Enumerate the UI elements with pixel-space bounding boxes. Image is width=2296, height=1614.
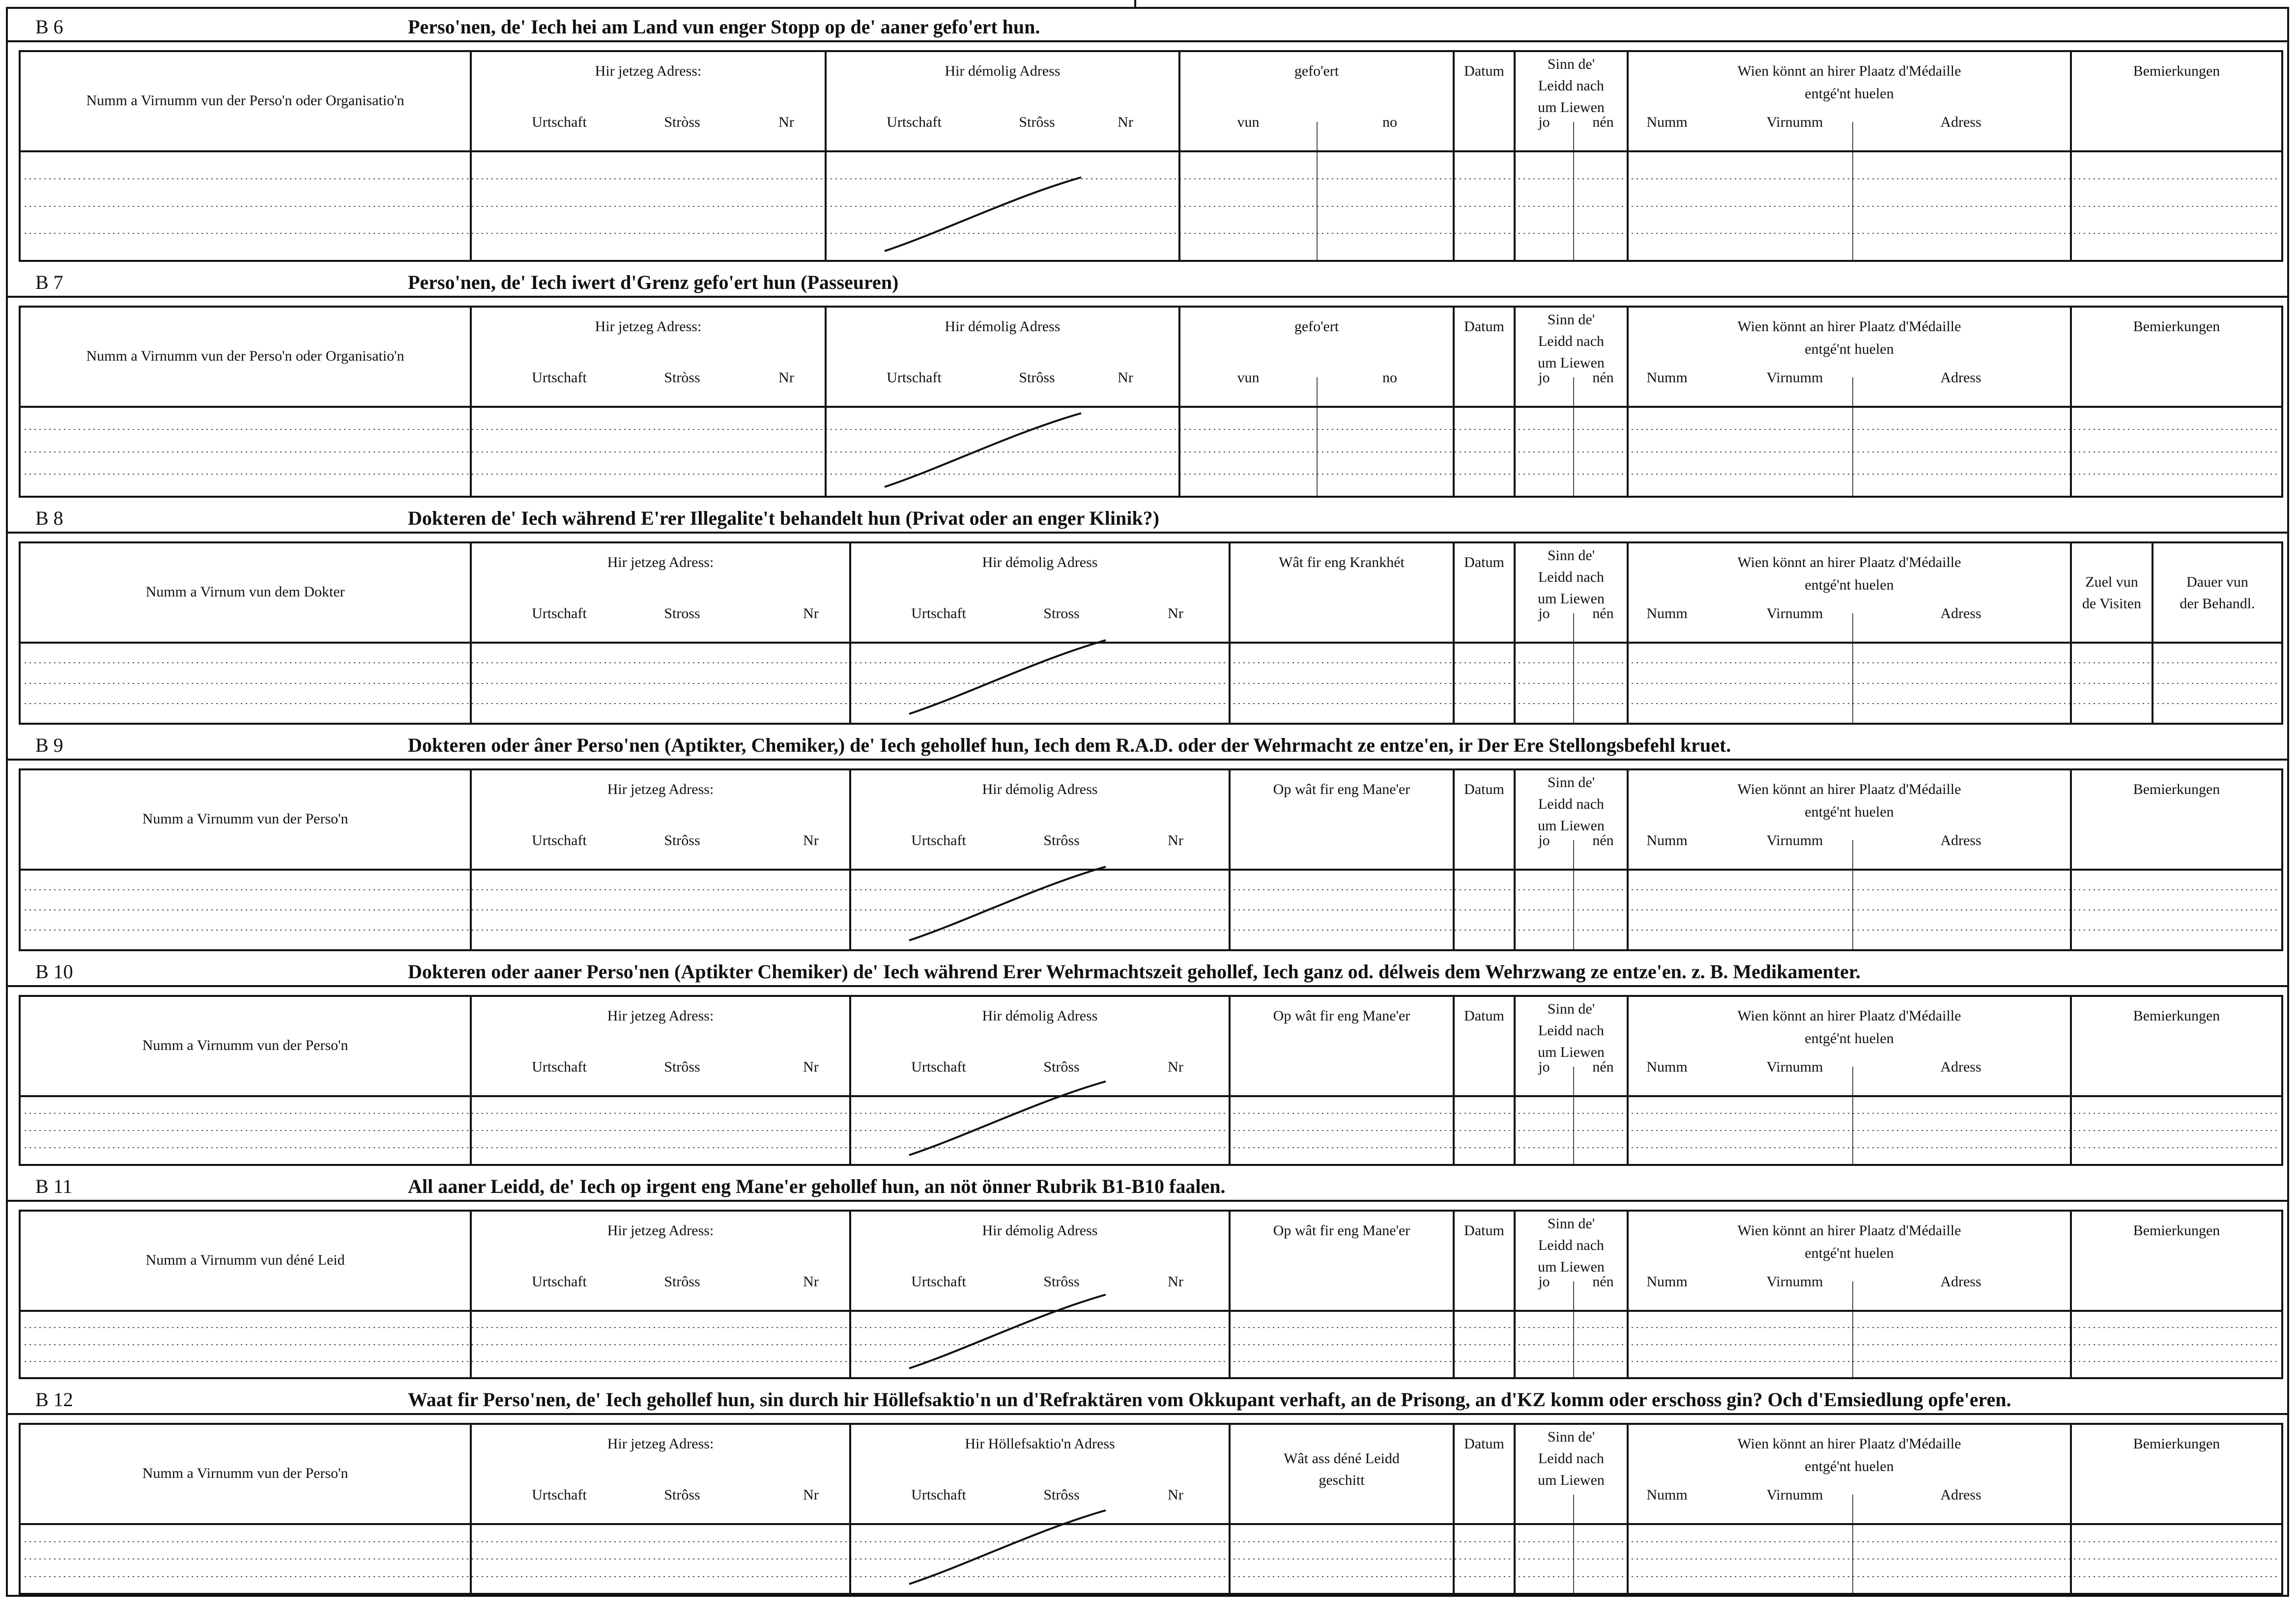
stross-label: Strôss xyxy=(664,1059,700,1075)
duration-header: der Behandl. xyxy=(2180,595,2255,612)
nr-label: Nr xyxy=(1118,114,1133,130)
remarks-header: Bemierkungen xyxy=(2133,781,2220,797)
virnumm-label: Virnumm xyxy=(1766,605,1823,622)
no-label: nén xyxy=(1592,1059,1614,1075)
nr-label: Nr xyxy=(778,114,794,130)
adress-label: Adress xyxy=(1940,114,1981,130)
virnumm-label: Virnumm xyxy=(1766,369,1823,386)
no-label: nén xyxy=(1592,114,1614,130)
stross-label: Stross xyxy=(664,605,700,622)
medal-header: Wien könnt an hirer Plaatz d'Médaille xyxy=(1737,1436,1961,1452)
section-id: B 11 xyxy=(35,1175,73,1197)
alive-header: Leidd nach xyxy=(1538,569,1605,585)
urtschaft-label: Urtschaft xyxy=(887,369,942,386)
name-column-header: Numm a Virnumm vun déné Leid xyxy=(145,1252,345,1268)
manner-header: Op wât fir eng Mane'er xyxy=(1273,1222,1410,1239)
nr-label: Nr xyxy=(1168,1487,1183,1503)
former-address-header: Hir démolig Adress xyxy=(982,1008,1098,1024)
numm-label: Numm xyxy=(1646,605,1688,622)
current-address-header: Hir jetzeg Adress: xyxy=(607,781,714,797)
medal-header: entgé'nt huelen xyxy=(1805,577,1894,593)
yes-label: jo xyxy=(1538,605,1550,622)
from-label: vun xyxy=(1237,369,1260,386)
section-title: Dokteren oder aaner Perso'nen (Aptikter Chemiker) de' Iech während Erer Wehrmachtszeit gehollef, Iech ganz od. délweis dem Wehrzwang ze entze'en. z. B. Medikamenter. xyxy=(408,961,1861,983)
current-address-header: Hir jetzeg Adress: xyxy=(607,554,714,570)
manner-header: Op wât fir eng Mane'er xyxy=(1273,781,1410,797)
remarks-header: Bemierkungen xyxy=(2133,1008,2220,1024)
urtschaft-label: Urtschaft xyxy=(911,1274,966,1290)
medal-header: entgé'nt huelen xyxy=(1805,85,1894,102)
remarks-header: Bemierkungen xyxy=(2133,318,2220,335)
section-id: B 8 xyxy=(35,507,63,529)
alive-header: Sinn de' xyxy=(1547,311,1595,328)
urtschaft-label: Urtschaft xyxy=(887,114,942,130)
date-header: Datum xyxy=(1464,318,1504,335)
current-address-header: Hir jetzeg Adress: xyxy=(607,1436,714,1452)
former-address-header: Hir démolig Adress xyxy=(945,318,1061,335)
name-column-header: Numm a Virnumm vun der Perso'n oder Organisatio'n xyxy=(86,92,404,109)
section-title: Perso'nen, de' Iech hei am Land vun enger Stopp op de' aaner gefo'ert hun. xyxy=(408,16,1040,38)
stross-label: Strôss xyxy=(664,1487,700,1503)
visits-header: de Visiten xyxy=(2082,595,2142,612)
medal-header: entgé'nt huelen xyxy=(1805,1245,1894,1261)
stross-label: Strôss xyxy=(1043,1487,1080,1503)
stross-label: Strôss xyxy=(1043,1274,1080,1290)
former-address-header: Hir démolig Adress xyxy=(982,781,1098,797)
numm-label: Numm xyxy=(1646,832,1688,849)
section-title: Dokteren oder âner Perso'nen (Aptikter, Chemiker,) de' Iech gehollef hun, Iech dem R.A.D. oder der Wehrmacht ze entze'en, ir Der Ere Stellongsbefehl kruet. xyxy=(408,734,1731,756)
duration-header: Dauer vun xyxy=(2186,574,2248,590)
adress-label: Adress xyxy=(1940,1059,1981,1075)
adress-label: Adress xyxy=(1940,369,1981,386)
alive-header: Sinn de' xyxy=(1547,1001,1595,1017)
alive-header: Leidd nach xyxy=(1538,1022,1605,1039)
alive-header: Leidd nach xyxy=(1538,1450,1605,1467)
medal-header: Wien könnt an hirer Plaatz d'Médaille xyxy=(1737,318,1961,335)
remarks-header: Bemierkungen xyxy=(2133,63,2220,79)
alive-header: Leidd nach xyxy=(1538,796,1605,812)
yes-label: jo xyxy=(1538,114,1550,130)
nr-label: Nr xyxy=(778,369,794,386)
transported-header: gefo'ert xyxy=(1294,63,1339,79)
what-happened-header: geschitt xyxy=(1319,1472,1365,1488)
yes-label: jo xyxy=(1538,369,1550,386)
urtschaft-label: Urtschaft xyxy=(532,369,587,386)
no-label: nén xyxy=(1592,1274,1614,1290)
nr-label: Nr xyxy=(803,1274,819,1290)
section-id: B 10 xyxy=(35,961,73,983)
urtschaft-label: Urtschaft xyxy=(532,1059,587,1075)
stross-label: Strôss xyxy=(1043,1059,1080,1075)
medal-header: entgé'nt huelen xyxy=(1805,1458,1894,1474)
nr-label: Nr xyxy=(1168,605,1183,622)
alive-header: Sinn de' xyxy=(1547,547,1595,564)
section-title: All aaner Leidd, de' Iech op irgent eng Mane'er gehollef hun, an nöt önner Rubrik B1-B10 faalen. xyxy=(408,1175,1226,1197)
alive-header: Leidd nach xyxy=(1538,333,1605,349)
to-label: no xyxy=(1382,114,1397,130)
yes-label: jo xyxy=(1538,1059,1550,1075)
urtschaft-label: Urtschaft xyxy=(911,605,966,622)
medal-header: entgé'nt huelen xyxy=(1805,1030,1894,1047)
remarks-header: Bemierkungen xyxy=(2133,1436,2220,1452)
adress-label: Adress xyxy=(1940,1487,1981,1503)
to-label: no xyxy=(1382,369,1397,386)
nr-label: Nr xyxy=(1168,832,1183,849)
name-column-header: Numm a Virnumm vun der Perso'n xyxy=(142,1465,348,1481)
remarks-header: Bemierkungen xyxy=(2133,1222,2220,1239)
medal-header: Wien könnt an hirer Plaatz d'Médaille xyxy=(1737,1222,1961,1239)
current-address-header: Hir jetzeg Adress: xyxy=(595,63,702,79)
from-label: vun xyxy=(1237,114,1260,130)
alive-header: um Liewen xyxy=(1538,99,1605,115)
current-address-header: Hir jetzeg Adress: xyxy=(607,1222,714,1239)
what-happened-header: Wât ass déné Leidd xyxy=(1284,1450,1400,1467)
stross-label: Strôss xyxy=(664,832,700,849)
alive-header: um Liewen xyxy=(1538,591,1605,607)
date-header: Datum xyxy=(1464,1008,1504,1024)
date-header: Datum xyxy=(1464,554,1504,570)
name-column-header: Numm a Virnumm vun der Perso'n xyxy=(142,811,348,827)
medal-header: Wien könnt an hirer Plaatz d'Médaille xyxy=(1737,554,1961,570)
date-header: Datum xyxy=(1464,63,1504,79)
name-column-header: Numm a Virnum vun dem Dokter xyxy=(145,584,345,600)
nr-label: Nr xyxy=(803,605,819,622)
current-address-header: Hir jetzeg Adress: xyxy=(595,318,702,335)
no-label: nén xyxy=(1592,369,1614,386)
urtschaft-label: Urtschaft xyxy=(532,605,587,622)
medal-header: Wien könnt an hirer Plaatz d'Médaille xyxy=(1737,63,1961,79)
section-id: B 9 xyxy=(35,734,63,756)
virnumm-label: Virnumm xyxy=(1766,1274,1823,1290)
alive-header: um Liewen xyxy=(1538,355,1605,371)
yes-label: jo xyxy=(1538,832,1550,849)
nr-label: Nr xyxy=(1168,1059,1183,1075)
name-column-header: Numm a Virnumm vun der Perso'n oder Organisatio'n xyxy=(86,348,404,364)
numm-label: Numm xyxy=(1646,1487,1688,1503)
urtschaft-label: Urtschaft xyxy=(532,114,587,130)
urtschaft-label: Urtschaft xyxy=(911,832,966,849)
alive-header: Sinn de' xyxy=(1547,1216,1595,1232)
section-title: Perso'nen, de' Iech iwert d'Grenz gefo'ert hun (Passeuren) xyxy=(408,271,899,293)
urtschaft-label: Urtschaft xyxy=(532,1274,587,1290)
alive-header: Sinn de' xyxy=(1547,1429,1595,1445)
current-address-header: Hir jetzeg Adress: xyxy=(607,1008,714,1024)
adress-label: Adress xyxy=(1940,605,1981,622)
medal-header: entgé'nt huelen xyxy=(1805,804,1894,820)
nr-label: Nr xyxy=(803,1487,819,1503)
stross-label: Stròss xyxy=(664,114,700,130)
virnumm-label: Virnumm xyxy=(1766,1487,1823,1503)
virnumm-label: Virnumm xyxy=(1766,832,1823,849)
medal-header: Wien könnt an hirer Plaatz d'Médaille xyxy=(1737,1008,1961,1024)
adress-label: Adress xyxy=(1940,832,1981,849)
alive-header: um Liewen xyxy=(1538,818,1605,834)
date-header: Datum xyxy=(1464,1222,1504,1239)
urtschaft-label: Urtschaft xyxy=(911,1487,966,1503)
urtschaft-label: Urtschaft xyxy=(911,1059,966,1075)
date-header: Datum xyxy=(1464,781,1504,797)
alive-header: Sinn de' xyxy=(1547,774,1595,791)
former-address-header: Hir démolig Adress xyxy=(982,554,1098,570)
section-title: Dokteren de' Iech während E'rer Illegalite't behandelt hun (Privat oder an enger Klinik?) xyxy=(408,507,1159,529)
transported-header: gefo'ert xyxy=(1294,318,1339,335)
urtschaft-label: Urtschaft xyxy=(532,832,587,849)
section-id: B 12 xyxy=(35,1388,73,1411)
numm-label: Numm xyxy=(1646,1274,1688,1290)
manner-header: Op wât fir eng Mane'er xyxy=(1273,1008,1410,1024)
numm-label: Numm xyxy=(1646,369,1688,386)
alive-header: um Liewen xyxy=(1538,1044,1605,1060)
numm-label: Numm xyxy=(1646,1059,1688,1075)
adress-label: Adress xyxy=(1940,1274,1981,1290)
section-id: B 7 xyxy=(35,271,63,293)
section-id: B 6 xyxy=(35,16,63,38)
numm-label: Numm xyxy=(1646,114,1688,130)
stross-label: Strôss xyxy=(664,1274,700,1290)
stross-label: Stròss xyxy=(664,369,700,386)
no-label: nén xyxy=(1592,605,1614,622)
nr-label: Nr xyxy=(1168,1274,1183,1290)
alive-header: Leidd nach xyxy=(1538,78,1605,94)
alive-header: um Liewen xyxy=(1538,1259,1605,1275)
illness-header: Wât fir eng Krankhét xyxy=(1279,554,1405,570)
virnumm-label: Virnumm xyxy=(1766,1059,1823,1075)
former-address-header: Hir démolig Adress xyxy=(945,63,1061,79)
nr-label: Nr xyxy=(1118,369,1133,386)
no-label: nén xyxy=(1592,832,1614,849)
stross-label: Strôss xyxy=(1019,369,1055,386)
name-column-header: Numm a Virnumm vun der Perso'n xyxy=(142,1037,348,1053)
alive-header: Sinn de' xyxy=(1547,56,1595,72)
stross-label: Strôss xyxy=(1019,114,1055,130)
virnumm-label: Virnumm xyxy=(1766,114,1823,130)
stross-label: Stross xyxy=(1043,605,1080,622)
nr-label: Nr xyxy=(803,832,819,849)
alive-header: um Liewen xyxy=(1538,1472,1605,1488)
urtschaft-label: Urtschaft xyxy=(532,1487,587,1503)
visits-header: Zuel vun xyxy=(2085,574,2138,590)
yes-label: jo xyxy=(1538,1274,1550,1290)
former-address-header: Hir démolig Adress xyxy=(982,1222,1098,1239)
alive-header: Leidd nach xyxy=(1538,1237,1605,1253)
medal-header: Wien könnt an hirer Plaatz d'Médaille xyxy=(1737,781,1961,797)
medal-header: entgé'nt huelen xyxy=(1805,341,1894,357)
section-title: Waat fir Perso'nen, de' Iech gehollef hun, sin durch hir Höllefsaktio'n un d'Refraktären vom Okkupant verhaft, an de Prisong, an d'KZ komm oder erschoss gin? Och d'Emsiedlung opfe'eren. xyxy=(408,1388,2011,1411)
date-header: Datum xyxy=(1464,1436,1504,1452)
former-address-header: Hir Höllefsaktio'n Adress xyxy=(965,1436,1115,1452)
stross-label: Strôss xyxy=(1043,832,1080,849)
nr-label: Nr xyxy=(803,1059,819,1075)
